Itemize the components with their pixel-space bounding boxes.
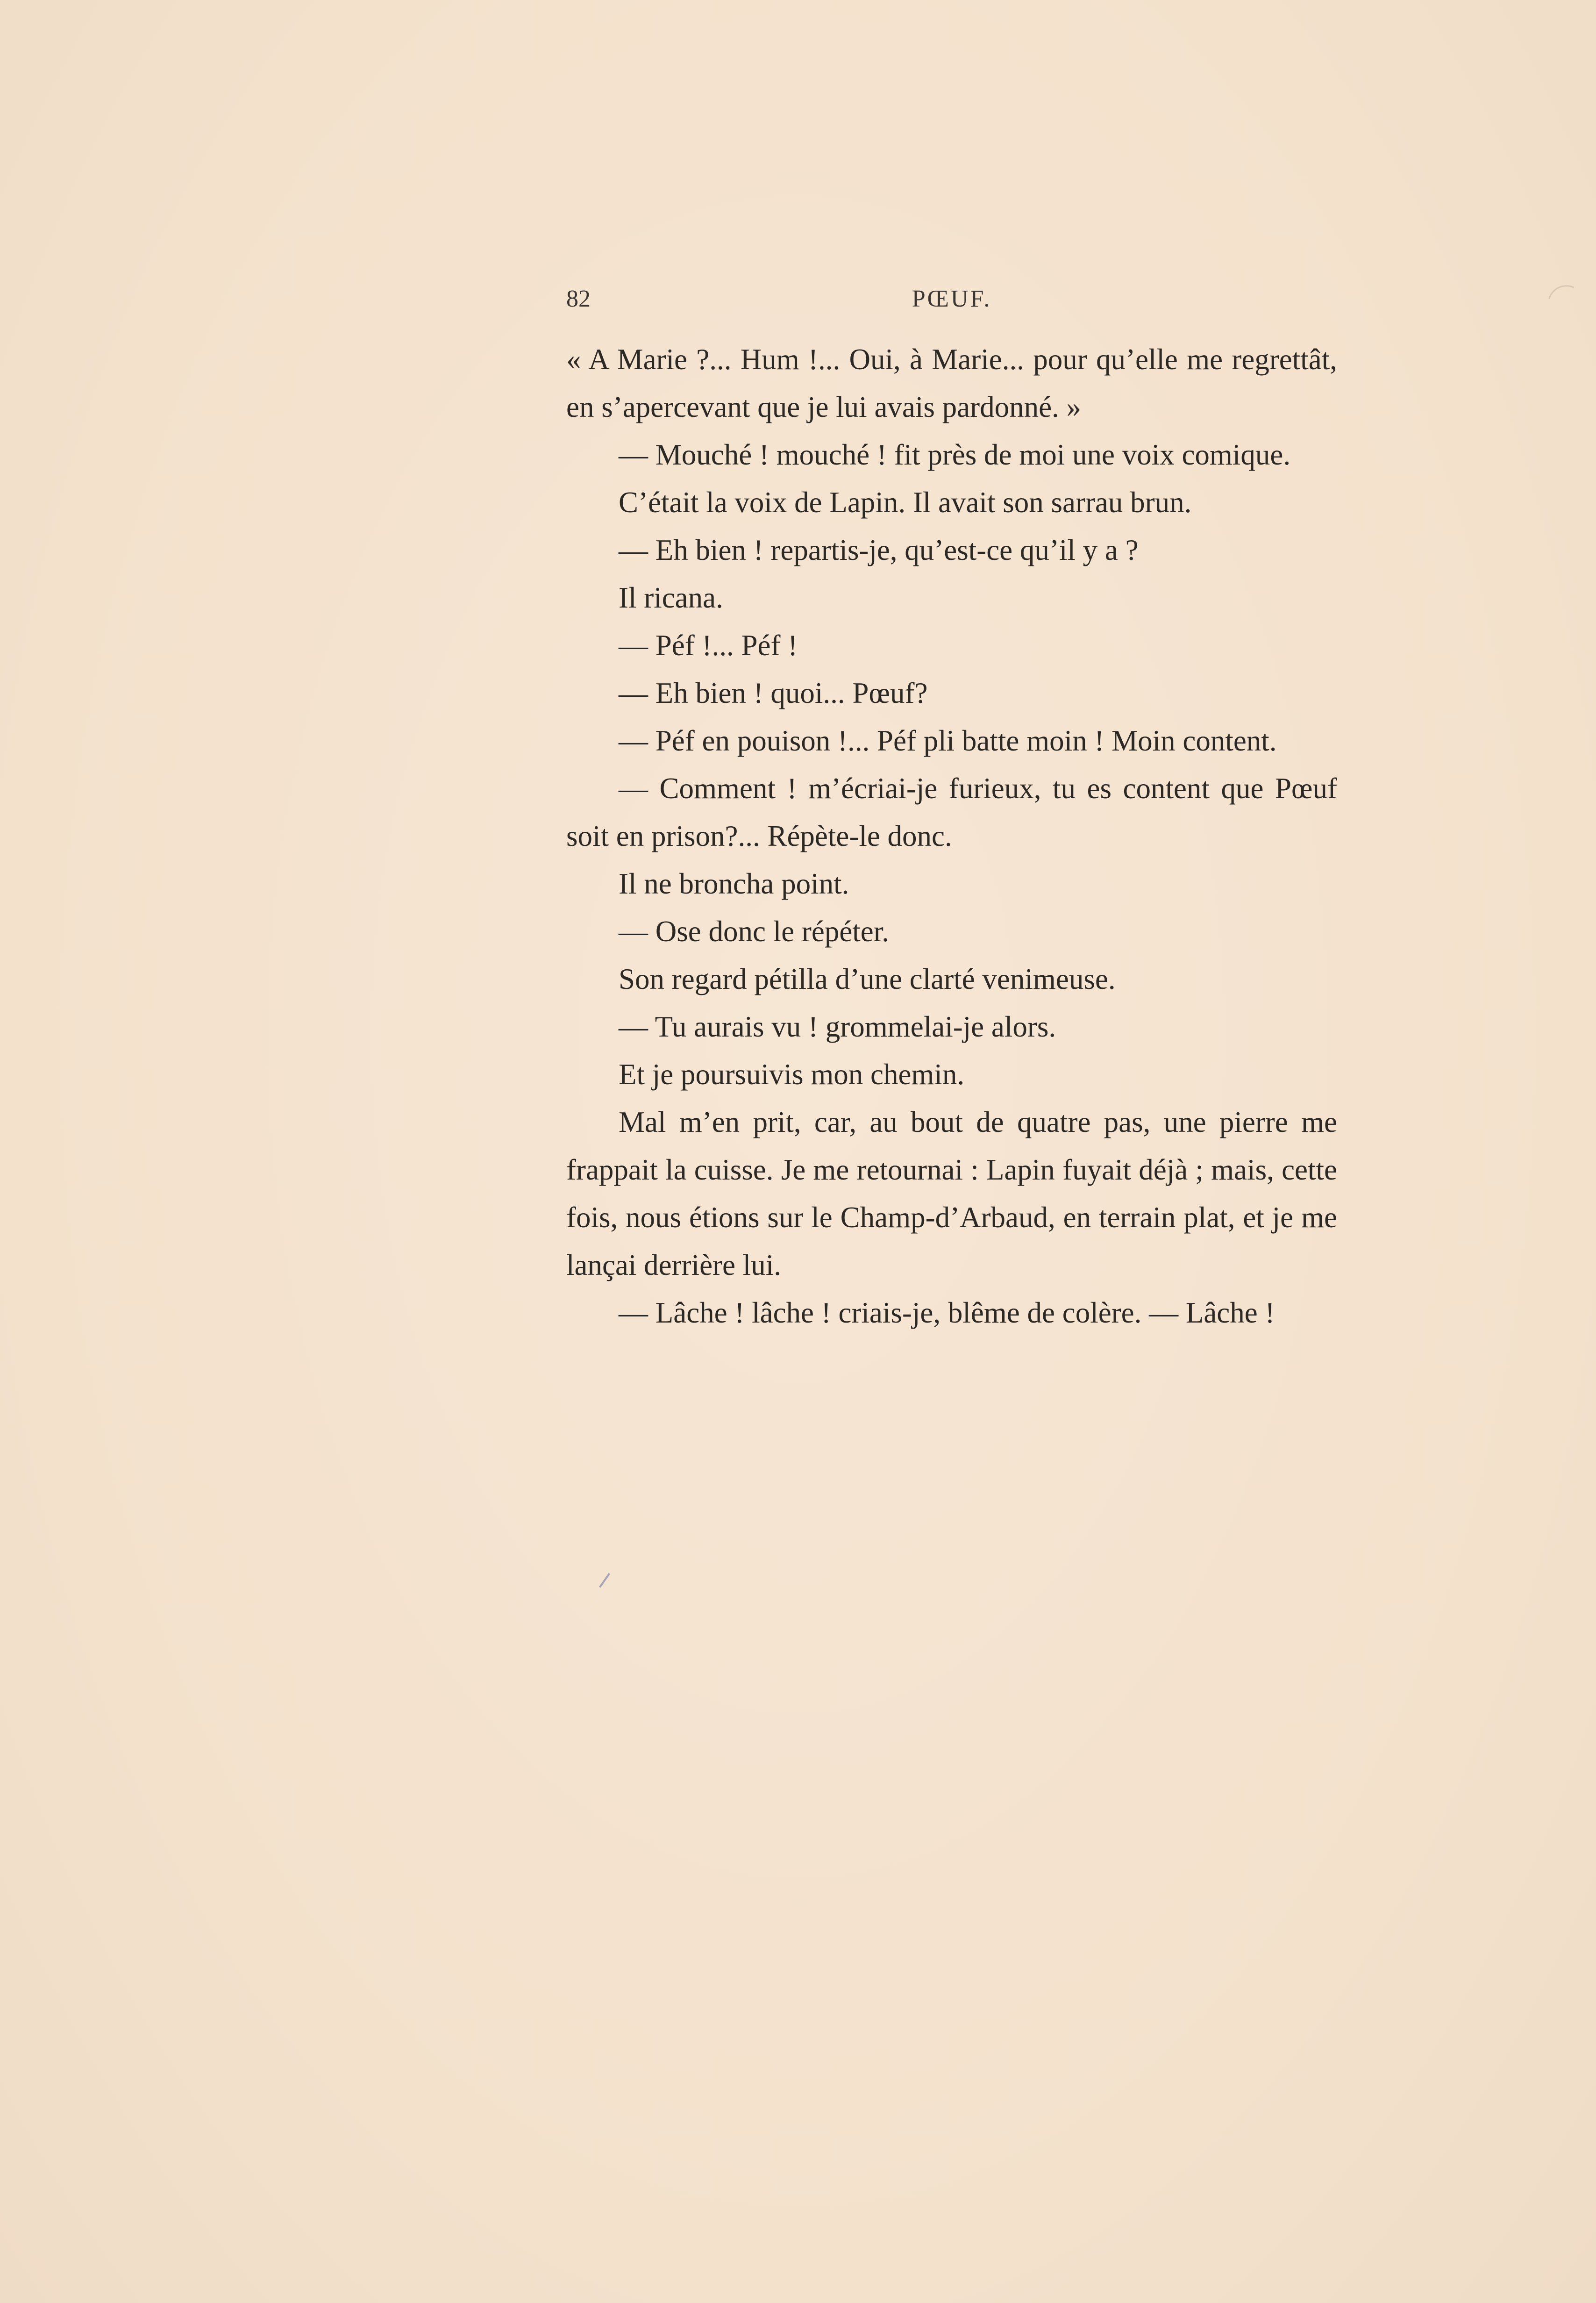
page-number: 82	[566, 286, 591, 312]
paragraph: Mal m’en prit, car, au bout de quatre pas, une pierre me frappait la cuisse. Je me retournai : Lapin fuyait déjà ; mais, cette fois, nous étions sur le Champ-d’Arbaud, en terrain plat, et je me lançai derrière lui.	[566, 1106, 1337, 1281]
paragraph: — Lâche ! lâche ! criais-je, blême de colère. — Lâche !	[619, 1296, 1275, 1329]
paragraph: — Péf !... Péf !	[619, 629, 798, 662]
paragraph: Et je poursuivis mon chemin.	[619, 1058, 965, 1091]
paragraph: Son regard pétilla d’une clarté venimeuse.	[619, 963, 1116, 995]
paragraph: — Comment ! m’écriai-je furieux, tu es content que Pœuf soit en prison?... Répète-le donc.	[566, 772, 1337, 852]
ink-mark	[599, 1573, 619, 1594]
paragraph: C’était la voix de Lapin. Il avait son sarrau brun.	[619, 486, 1192, 519]
paragraph: — Péf en pouison !... Péf pli batte moin ! Moin content.	[619, 724, 1277, 757]
paragraph: — Ose donc le répéter.	[619, 915, 890, 948]
paragraph: — Mouché ! mouché ! fit près de moi une voix comique.	[619, 438, 1291, 471]
page-corner-mark	[1548, 280, 1574, 306]
paragraph: — Tu aurais vu ! grommelai-je alors.	[619, 1010, 1056, 1043]
paragraph: « A Marie ?... Hum !... Oui, à Marie... pour qu’elle me regrettât, en s’apercevant que je lui avais pardonné. »	[566, 343, 1337, 423]
paragraph: — Eh bien ! repartis-je, qu’est-ce qu’il y a ?	[619, 534, 1139, 566]
paragraph: Il ne broncha point.	[619, 867, 849, 900]
paragraph: Il ricana.	[619, 581, 723, 614]
body-text	[566, 336, 1337, 1337]
running-head	[566, 280, 1337, 318]
paragraph: — Eh bien ! quoi... Pœuf?	[619, 677, 928, 709]
running-title: PŒUF.	[912, 286, 992, 312]
